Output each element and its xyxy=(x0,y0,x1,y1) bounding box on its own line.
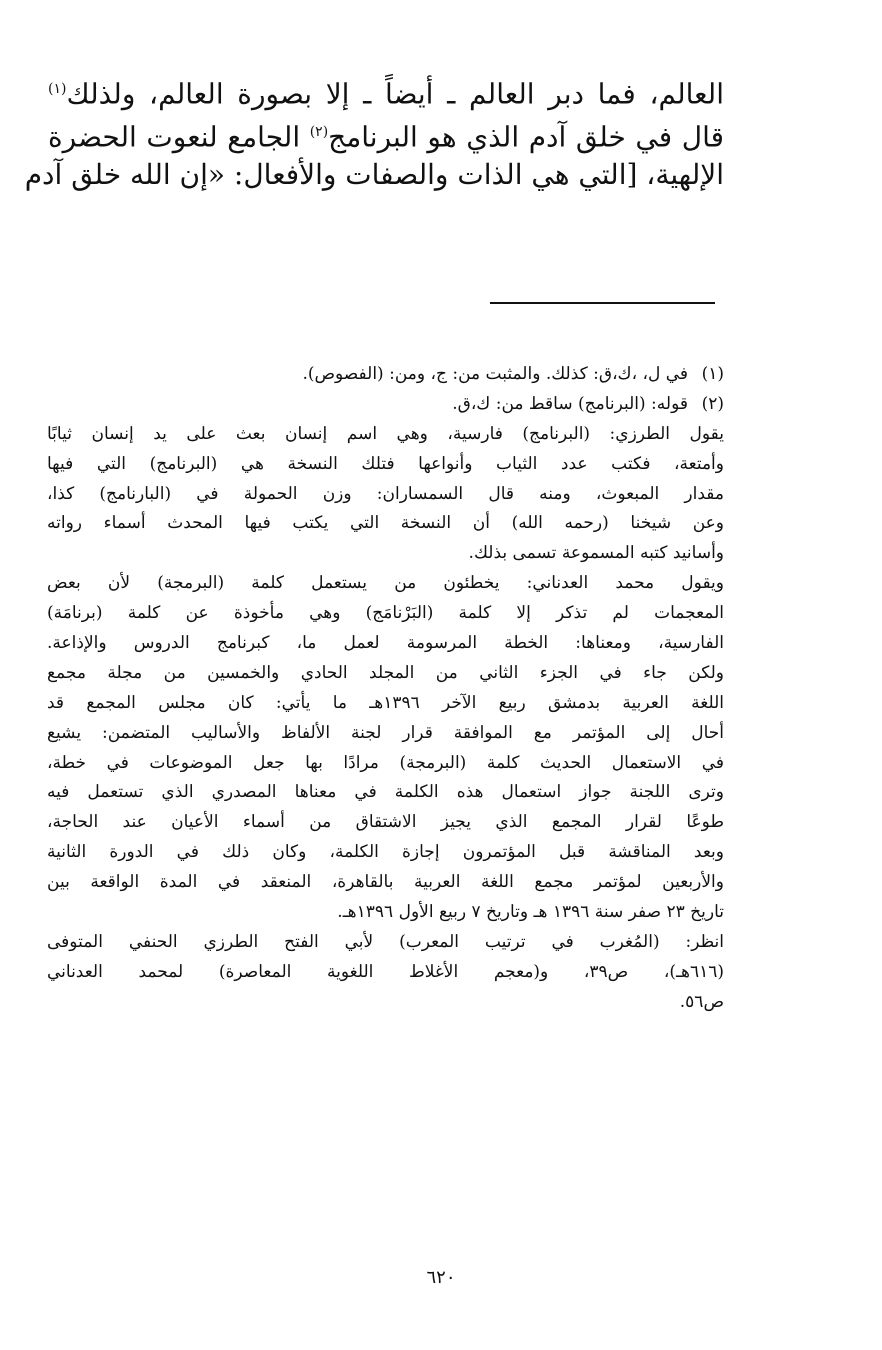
footnote-line: ويقول محمد العدناني: يخطئون من يستعمل كلمة (البرمجة) لأن بعض xyxy=(47,573,724,594)
footnote-divider xyxy=(490,302,715,304)
footnote-line: المعجمات لم تذكر إلا كلمة (البَرْنامَج) وهي مأخوذة عن كلمة (برنامَة) xyxy=(47,603,724,624)
footnote-line: ولكن جاء في الجزء الثاني من المجلد الحادي والخمسين من مجلة مجمع xyxy=(47,662,724,683)
footnote-line: مقدار المبعوث، ومنه قال السمساران: وزن الحمولة في (البارنامج) كذا، xyxy=(47,483,724,504)
main-text-line-2-rest: الجامع لنعوت الحضرة xyxy=(48,120,301,154)
footnote-1-text: في ل، ،ك،ق: كذلك. والمثبت من: ج، ومن: (الفصوص). xyxy=(302,364,688,384)
main-text-line-2 xyxy=(48,117,724,160)
footnote-line: تاريخ ٢٣ صفر سنة ١٣٩٦ هـ وتاريخ ٧ ربيع الأول ١٣٩٦هـ. xyxy=(337,902,724,923)
main-text-line-3: الإلهية، [التي هي الذات والصفات والأفعال: «إن الله خلق آدم xyxy=(24,158,724,191)
main-text-line-1 xyxy=(48,74,724,117)
footnote-line: أحال إلى المؤتمر مع الموافقة قرار لجنة الألفاظ والأساليب المتضمن: يشيع xyxy=(47,722,724,743)
footnote-line: وأمتعة، فكتب عدد الثياب وأنواعها فتلك النسخة هي (البرنامج) التي فيها xyxy=(47,453,724,474)
footnote-1 xyxy=(47,363,724,393)
footnote-line: طوعًا لقرار المجمع الذي يجيز الاشتقاق من أسماء الأعيان عند الحاجة، xyxy=(47,812,724,833)
footnote-2-text: قوله: (البرنامج) ساقط من: ك،ق. xyxy=(452,393,688,414)
footnote-1-number: (١) xyxy=(701,364,724,384)
main-text-line-1-body: العالم، فما دبر العالم ـ أيضاً ـ إلا بصورة العالم، ولذلك xyxy=(66,77,724,111)
footnote-line: وبعد المناقشة قبل المؤتمرون إجازة الكلمة، وكان ذلك في الدورة الثانية xyxy=(47,842,724,863)
footnote-line: (٦١٦هـ)، ص٣٩، و(معجم الأغلاط اللغوية المعاصرة) لمحمد العدناني xyxy=(47,961,724,982)
footnote-line: اللغة العربية بدمشق ربيع الآخر ١٣٩٦هـ ما يأتي: كان مجلس المجمع قد xyxy=(47,692,725,713)
main-text-line-2-body: قال في خلق آدم الذي هو البرنامج xyxy=(328,120,724,154)
footnote-line: الفارسية، ومعناها: الخطة المرسومة لعمل ما، كبرنامج الدروس والإذاعة. xyxy=(47,633,724,654)
footnote-line: وأسانيد كتبه المسموعة تسمى بذلك. xyxy=(468,543,724,564)
footnote-2-number: (٢) xyxy=(701,393,724,414)
footnote-line: وعن شيخنا (رحمه الله) أن النسخة التي يكتب فيها المحدث أسماء رواته xyxy=(47,513,724,534)
footnotes-block xyxy=(47,363,724,1021)
footnote-line: يقول الطرزي: (البرنامج) فارسية، وهي اسم إنسان بعث على يد إنسان ثيابًا xyxy=(47,423,724,444)
footnote-ref-2: (٢) xyxy=(309,124,329,140)
footnote-ref-1: (١) xyxy=(48,81,67,97)
footnote-line: وترى اللجنة جواز استعمال هذه الكلمة في معناها المصدري الذي تستعمل فيه xyxy=(47,782,724,803)
footnote-line: انظر: (المُغرب في ترتيب المعرب) لأبي الفتح الطرزي الحنفي المتوفى xyxy=(47,931,724,952)
footnote-line: في الاستعمال الحديث كلمة (البرمجة) مرادًا بها جعل الموضوعات في خطة، xyxy=(47,752,724,773)
page-number: ٦٢٠ xyxy=(426,1267,456,1288)
main-text-block xyxy=(24,74,724,203)
footnote-2 xyxy=(47,393,724,423)
footnote-line: والأربعين لمؤتمر مجمع اللغة العربية بالقاهرة، المنعقد في المدة الواقعة بين xyxy=(47,872,724,893)
footnote-line: ص٥٦. xyxy=(679,991,724,1012)
